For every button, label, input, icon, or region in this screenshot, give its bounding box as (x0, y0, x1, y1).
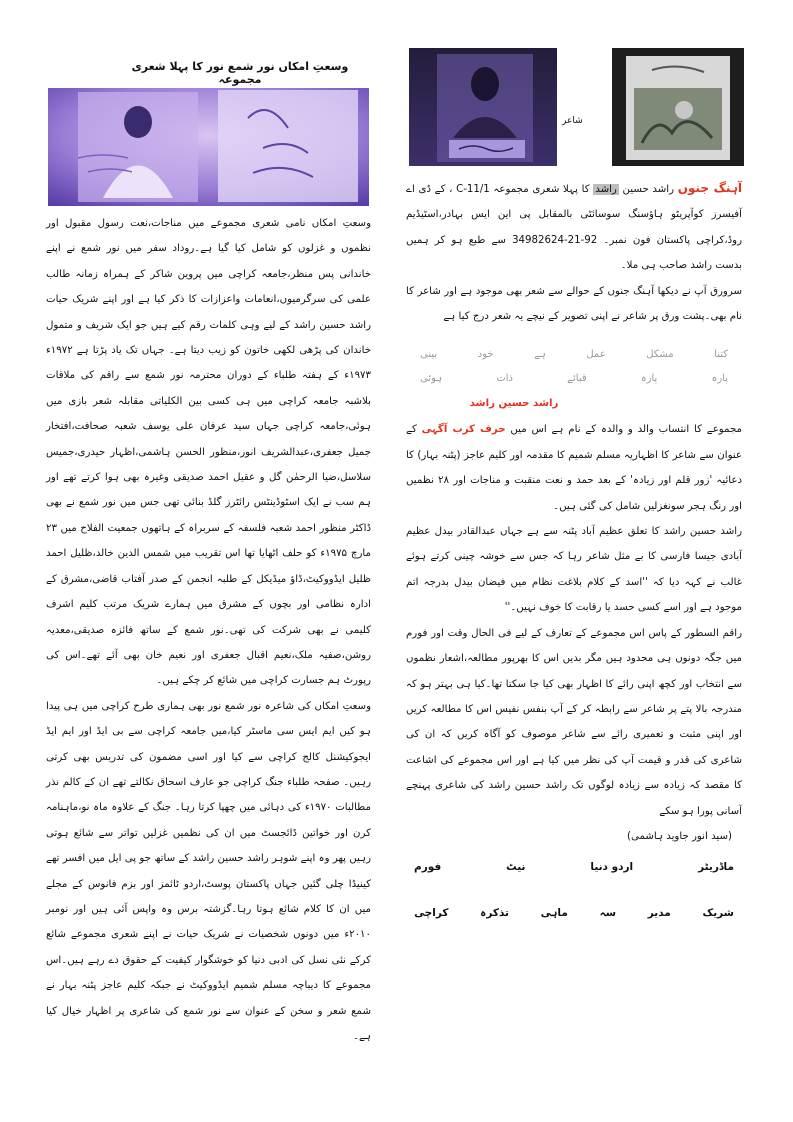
credit-word: فورم (414, 861, 442, 874)
credit-line-1 (406, 855, 742, 880)
poet-label: شاعر (562, 116, 583, 126)
credit-word: ماہی (540, 906, 568, 919)
intro-text-a: راشد حسین (622, 184, 675, 195)
dedication-highlight: حرف کرب آگہی (421, 424, 506, 436)
credit-word: اردو دنیا (590, 861, 634, 874)
verse-word: ذات (496, 373, 513, 385)
credit-word: ماڈریٹر (698, 861, 734, 874)
verse-word: عمل (586, 349, 606, 361)
verse-word: ہے (534, 349, 546, 361)
book-cover-photo-right (612, 48, 744, 166)
dedication-paragraph (406, 417, 742, 519)
intro-paragraph (406, 176, 742, 279)
lineage-paragraph: راشد حسین راشد کا تعلق عظیم آباد پٹنہ سے ہے جہاں عبدالقادر بیدل عظیم آبادی جیسا فارسی کا بے مثل شاعر رہا کہ جس سے خوشہ چینی کرتے ہوئے غالب نے کہہ دیا کہ ''اسد کے کلام بلاغت نظام میں فیضان بیدل بدرجہ اتم موجود ہے اور اسے کسی حسد یا رقابت کا خوف نہیں۔'' (406, 526, 742, 614)
right-article-column (406, 176, 742, 926)
byline: (سید انور جاوید ہاشمی) (627, 830, 732, 842)
intro-text-b: کا پہلا شعری مجموعہ C-11/1 ، کے ڈی اے آفیسرز کوآپریٹو ہاؤسنگ سوسائٹی بالمقابل پی این ایس بہادر،اسٹیڈیم روڈ،کراچی پاکستان فون نمبر۔ 92-21-34982624 سے طبع ہو کر ہمیں بدست راشد صاحب ہی ملا۔ (406, 184, 742, 272)
credit-word: کراچی (414, 906, 449, 919)
verse-word: کتنا (714, 349, 728, 361)
left-paragraph-2: وسعتِ امکاں کی شاعرہ نور شمع نور بھی ہماری طرح کراچی میں ہی پیدا ہو کیں ایم ایس سی ماسٹر کیا،میں جامعہ کراچی سے بی ایڈ اور ایم ایڈ ایجوکیشنل کالج کراچی سے کیا اور اسی مضمون کی تدریس بھی کرتی رہیں۔ صفحہ طلباء جنگ کراچی جو عارف اسحاق نکالتے تھے ان کے کالم نذر مطالبات ۱۹۷۰ء کی دہائی میں چھپا کرتا رہا۔ جنگ کے علاوہ ماہ نو،ماہنامہ کرن اور خواتین ڈائجسٹ میں ان کی نظمیں غزلیں تواتر سے شائع ہوتی رہیں پھر وہ اپنے شوہر راشد حسین راشد کے ساتھ جو پی ایل میں افسر تھے کینیڈا چلی گئیں جہاں پاکستان پوسٹ،اردو ٹائمز اور بزم فانوس کے مجلے میں ان کا کلام شائع ہوتا رہا۔گزشتہ برس وہ واپس آئی ہیں اور نومبر ۲۰۱۰ء میں دونوں شخصیات نے شریک حیات نے اپنے شعری مجموعے شائع کرکے نئی نسل کی ادبی دنیا کو خوشگوار کیفیت کے حقوق دے رہے ہیں۔اس مجموعے کا دیباچہ مسلم شمیم ایڈووکیٹ نے جبکہ کلیم عاجز پٹنہ بہار نے شمع شعر و سخن کے عنوان سے نور شمع کی شاعری پر اظہار خیال کیا ہے۔ (46, 700, 371, 1042)
credit-line-2 (406, 901, 742, 926)
left-paragraph-1: وسعتِ امکاں نامی شعری مجموعے میں مناجات،نعت رسول مقبول اور نظموں و غزلوں کو شامل کیا گیا ہے۔روداد سفر میں نور شمع نے اپنے خاندانی پس منظر،جامعہ کراچی میں پروین شاکر کے ہمراہ زمانہ طالب علمی کی سرگرمیوں،انعامات واعزازات کا ذکر کیا ہے اور اپنے شریک حیات راشد حسین راشد کے لیے وہی کلمات رقم کیے ہیں جو ایک شریف و متمول خاندان کی پڑھی لکھی خاتون کو زیب دیتا ہے۔ جہاں تک یاد پڑتا ہے ۱۹۷۲ء ۱۹۷۳ء کے ہفتہ طلباء کے دوران محترمہ نور شمع سے راقم کی ملاقات بلاشبہ جامعہ کراچی میں ہی کسی بین الکلیاتی مقابلہ شعر بازی میں ہوئی،جامعہ کراچی جہاں سید عرفان علی یوسف شعبہ صحافت،افتخار جمیل جعفری،عبدالشریف انور،منظور الحسن ہاشمی،اظہار حیدری،جمیس سلاسل،ضیا الرحمٰن گل و عقیل احمد صدیقی وغیرہ بھی ہوا کرتے تھے اور ہم سب نے ایک اسٹوڈینٹس رائٹرز گلڈ بنائی تھی جس میں نور شمع نے بھی ڈاکٹر منظور احمد شعبہ فلسفہ کے سربراہ کے ہاتھوں جمعیت الفلاح میں ۲۳ مارچ ۱۹۷۵ء کو حلف اٹھایا تھا اس تقریب میں شمس الدین خالد،ظلیل احمد ظلیل ایڈووکیٹ،ڈاؤ میڈیکل کے طلبہ انجمن کے صدر آفتاب قاضی،مشرق کے ادارہ نظامی اور بچوں کے مشرق میں ہمارے شریک مرتب کلیم اشرف کلیمی نے بھی شرکت کی تھی۔نور شمع کے ساتھ فائزہ صدیقی،معدیہ روشن،صفیہ ملک،نعیم اقبال جعفری اور نعیم خان بھی آئے تھے۔اس کی رپورٹ ہم جسارت کراچی میں شائع کر چکے ہیں۔ (46, 218, 371, 687)
poet-photo (409, 48, 557, 166)
dedication-text-b: کے عنوان سے شاعر کا اظہاریہ مسلم شمیم کا مقدمہ اور کلیم عاجز (پٹنہ بہار) کا دعائیہ 'زور قلم اور زیادہ' کے بعد حمد و نعت منقبت و مناجات اور ۲۸ نظمیں اور رنگ ہجر سونغزلیں شامل کی گئی ہیں۔ (406, 424, 742, 512)
book-title: آہنگ جنوں (677, 181, 742, 195)
closing-paragraph: راقم السطور کے پاس اس مجموعے کے تعارف کے لیے فی الحال وقت اور فورم میں جگہ دونوں ہی محدود ہیں مگر بدیں اس کا بھرپور مطالعہ،اشعار نظموں سے انتخاب اور کچھ اپنی رائے کا اظہار بھی کیا جا سکتا تھا۔کیا ہی بہتر ہو کہ مندرجہ بالا پتے پر شاعر سے رابطہ کر کے آپ بنفس نفیس اس کا مطالعہ کریں اور اپنی مثبت و تعمیری رائے سے شاعر موصوف کو آگاہ کریں کہ ان کی شاعری کی قدر و قیمت آپ کی نظر میں کیا ہے اور اس مجموعے کی اشاعت کا مقصد کہ زیادہ سے زیادہ لوگوں تک راشد حسین راشد کی شاعری پہنچے آسانی پورا ہو سکے (406, 627, 742, 817)
credit-word: نیٹ (506, 861, 526, 874)
credit-word: شریک (702, 906, 734, 919)
left-article-column (46, 211, 371, 1049)
credit-word: سہ (599, 906, 617, 919)
credit-word: مدیر (647, 906, 671, 919)
poet-signature: راشد حسین راشد (469, 398, 559, 410)
article-heading: وسعتِ امکاں نور شمع نور کا پہلا شعری مجموعہ (131, 60, 349, 86)
verse-word: مشکل (646, 349, 674, 361)
verse-word: ہوئی (420, 373, 443, 385)
verse-word: قبائے (567, 373, 587, 385)
verse-line-2 (406, 367, 742, 391)
verse-word: پارہ (711, 373, 728, 385)
verse-line-1 (406, 343, 742, 367)
verse-word: بینی (420, 349, 438, 361)
verse-word: پارہ (640, 373, 658, 385)
book-cover-photo-left (48, 88, 369, 206)
verse-word: خود (477, 349, 494, 361)
cover-paragraph: سرورق آپ نے دیکھا آہنگ جنوں کے حوالے سے شعر بھی موجود ہے اور شاعر کا نام بھی۔پشت ورق پر شاعر نے اپنی تصویر کے نیچے یہ شعر درج کیا ہے (406, 285, 742, 323)
dedication-text-a: مجموعے کا انتساب والد و والدہ کے نام ہے اس میں (510, 424, 742, 436)
credit-word: تذکرہ (480, 906, 509, 919)
highlighted-name: راشد (595, 184, 617, 195)
